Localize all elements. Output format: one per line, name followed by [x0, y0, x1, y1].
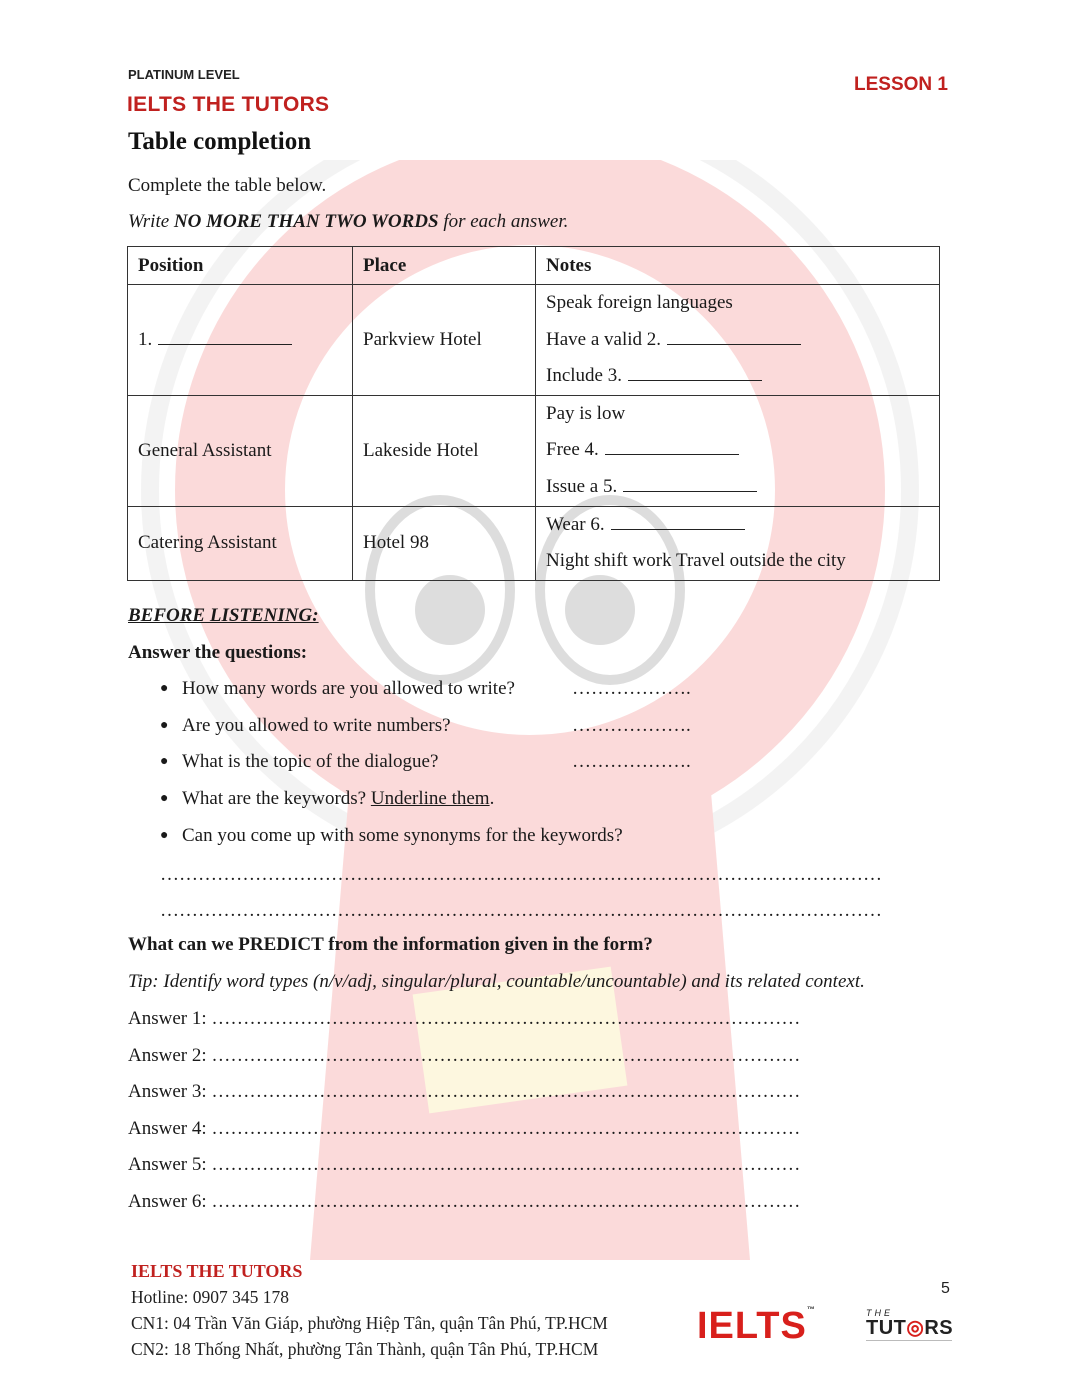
note-text: Free 4. [546, 439, 599, 461]
answer-blank [628, 364, 762, 381]
answer-line: Answer 2: ………………………………………………………………………………… [128, 1044, 801, 1066]
ielts-logo-tm: ™ [806, 1305, 816, 1314]
question-item [160, 751, 691, 773]
answer-line: Answer 1: ………………………………………………………………………………… [128, 1008, 801, 1029]
question-item [160, 788, 494, 810]
table-header-row [128, 247, 940, 285]
answer-dots: ………………. [572, 715, 691, 736]
answer-blank [611, 513, 745, 530]
answer-blank [623, 475, 757, 492]
footer-brand: IELTS THE TUTORS [131, 1261, 303, 1281]
bullet-icon: ● [160, 791, 169, 806]
instruction-line-1: Complete the table below. [128, 175, 327, 196]
footer-branch-2: CN2: 18 Thống Nhất, phường Tân Thành, quận Tân Phú, TP.HCM [131, 1339, 599, 1359]
cell-notes [536, 506, 940, 580]
table-header-place: Place [353, 247, 536, 285]
note-line [546, 322, 929, 359]
answer-dots: ………………. [572, 678, 691, 699]
answer-dot-line: …………………………………………………………………………………………………… [160, 900, 882, 921]
table-header-notes: Notes [536, 247, 940, 285]
page-title: Table completion [128, 128, 312, 155]
question-text: What are the keywords? [182, 788, 371, 809]
bullet-icon: ● [160, 718, 169, 733]
note-text: Wear 6. [546, 513, 605, 535]
answer-dots: ………………. [572, 751, 691, 772]
question-item [160, 678, 691, 700]
underline-instruction: Underline them [370, 788, 490, 809]
ielts-logo-text: IELTS [697, 1305, 807, 1347]
ielts-logo [697, 1305, 816, 1348]
answer-questions-heading: Answer the questions: [128, 642, 308, 663]
note-text: Pay is low [546, 402, 626, 424]
position-text: General Assistant [138, 439, 272, 461]
note-line [546, 432, 929, 469]
note-text: Night shift work Travel outside the city [546, 550, 846, 572]
the-tutors-logo [866, 1308, 956, 1341]
note-line [546, 396, 929, 433]
target-icon: ◎ [906, 1317, 925, 1339]
question-text: Are you allowed to write numbers? [182, 715, 451, 736]
table-row [128, 395, 940, 506]
answer-blank [158, 328, 292, 345]
question-text: What is the topic of the dialogue? [182, 751, 439, 772]
position-text: Catering Assistant [138, 532, 277, 554]
question-item [160, 715, 691, 737]
header-level: PLATINUM LEVEL [128, 67, 240, 82]
question-punctuation: . [489, 788, 495, 809]
note-text: Speak foreign languages [546, 292, 733, 313]
logo-tutors-text [866, 1318, 956, 1338]
question-item [160, 825, 623, 847]
answer-dot-line: …………………………………………………………………………………………………… [160, 864, 882, 885]
answer-line: Answer 5: ………………………………………………………………………………… [128, 1154, 801, 1176]
logo-tutors-part-b: RS [924, 1317, 954, 1339]
instruction-line-2 [128, 211, 568, 233]
answer-line: Answer 3: ………………………………………………………………………………… [128, 1081, 801, 1103]
note-line [546, 507, 929, 544]
predict-tip: Tip: Identify word types (n/v/adj, singular/plural, countable/uncountable) and its related context. [128, 971, 865, 992]
footer-hotline: Hotline: 0907 345 178 [131, 1287, 289, 1307]
note-line [546, 358, 929, 395]
header-lesson: LESSON 1 [854, 74, 948, 95]
question-text: Can you come up with some synonyms for the keywords? [182, 825, 623, 846]
cell-notes [536, 285, 940, 396]
table-header-position: Position [128, 247, 353, 285]
note-text: Issue a 5. [546, 475, 618, 497]
note-text: Include 3. [546, 365, 622, 387]
instruction-word-limit: NO MORE THAN TWO WORDS [173, 211, 439, 232]
before-listening-heading: BEFORE LISTENING: [128, 605, 319, 626]
note-line [546, 285, 929, 322]
cell-place: Lakeside Hotel [353, 395, 536, 506]
table-row [128, 285, 940, 396]
logo-the-text: THE [866, 1308, 893, 1318]
completion-table [127, 246, 940, 581]
bullet-icon: ● [160, 754, 169, 769]
note-line [546, 543, 929, 580]
cell-place: Parkview Hotel [353, 285, 536, 396]
logo-tutors-part-a: TUT [866, 1317, 907, 1339]
answer-blank [605, 438, 739, 455]
position-text: 1. [138, 329, 153, 351]
note-line [546, 469, 929, 506]
question-text: How many words are you allowed to write? [182, 678, 515, 699]
answer-line: Answer 4: ………………………………………………………………………………… [128, 1117, 801, 1139]
predict-heading: What can we PREDICT from the information given in the form? [128, 934, 653, 955]
cell-notes [536, 395, 940, 506]
cell-position [128, 285, 353, 396]
footer-branch-1: CN1: 04 Trần Văn Giáp, phường Hiệp Tân, quận Tân Phú, TP.HCM [131, 1313, 608, 1333]
answer-line: Answer 6: ………………………………………………………………………………… [128, 1191, 801, 1212]
page-number: 5 [941, 1280, 950, 1297]
cell-position [128, 506, 353, 580]
cell-position [128, 395, 353, 506]
bullet-icon: ● [160, 828, 169, 843]
answer-blank [667, 328, 801, 345]
note-text: Have a valid 2. [546, 328, 662, 350]
instruction-post: for each answer. [438, 211, 569, 232]
logo-tagline-rule [866, 1340, 952, 1341]
cell-place: Hotel 98 [353, 506, 536, 580]
bullet-icon: ● [160, 681, 169, 696]
instruction-pre: Write [128, 211, 174, 232]
table-row [128, 506, 940, 580]
header-brand: IELTS THE TUTORS [127, 93, 330, 116]
